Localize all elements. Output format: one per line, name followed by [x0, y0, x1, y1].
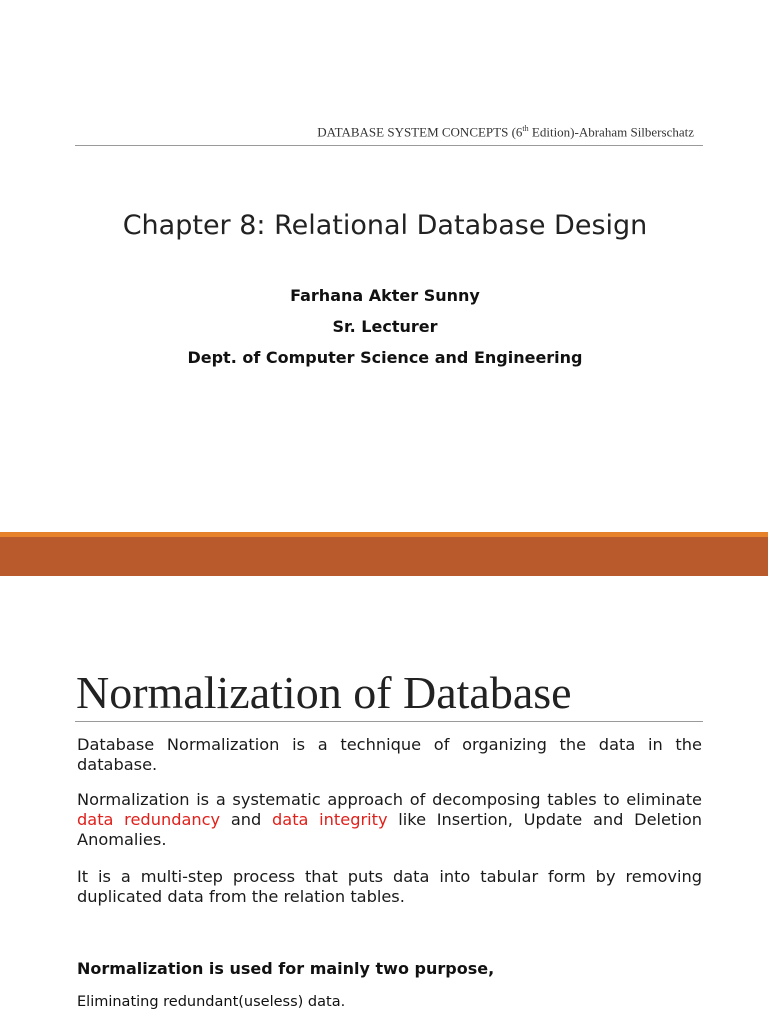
highlight-data-redundancy: data redundancy: [77, 810, 221, 829]
purpose-item: Eliminating redundant(useless) data.: [77, 994, 346, 1010]
slide-separator-band: [0, 537, 768, 576]
book-ref-suffix: Edition)-Abraham Silberschatz: [528, 124, 694, 140]
paragraph-process: It is a multi-step process that puts data into tabular form by removing duplicated data from the relation tables.: [77, 867, 702, 906]
p2-text-start: Normalization is a systematic approach of decomposing tables to eliminate: [77, 790, 702, 809]
p2-text-mid: and: [220, 810, 272, 829]
author-department: Dept. of Computer Science and Engineering: [187, 348, 583, 367]
book-ref-superscript: th: [522, 124, 529, 133]
title-divider: [75, 721, 703, 722]
author-position: Sr. Lecturer: [332, 317, 438, 336]
book-ref-prefix: DATABASE SYSTEM CONCEPTS (6: [317, 124, 523, 140]
normalization-slide: [0, 576, 768, 1024]
purpose-heading: Normalization is used for mainly two purpose,: [77, 959, 495, 978]
paragraph-approach: [77, 790, 702, 850]
paragraph-definition: Database Normalization is a technique of organizing the data in the database.: [77, 735, 702, 774]
chapter-title: Chapter 8: Relational Database Design: [122, 210, 648, 241]
p2-text-end: like Insertion, Update and Deletion Anomalies.: [77, 810, 703, 849]
author-block: [0, 285, 768, 378]
slide-title: Normalization of Database: [76, 667, 572, 718]
book-reference: [317, 124, 694, 140]
highlight-data-integrity: data integrity: [272, 810, 388, 829]
header-divider: [75, 145, 703, 146]
author-name: Farhana Akter Sunny: [290, 286, 480, 305]
